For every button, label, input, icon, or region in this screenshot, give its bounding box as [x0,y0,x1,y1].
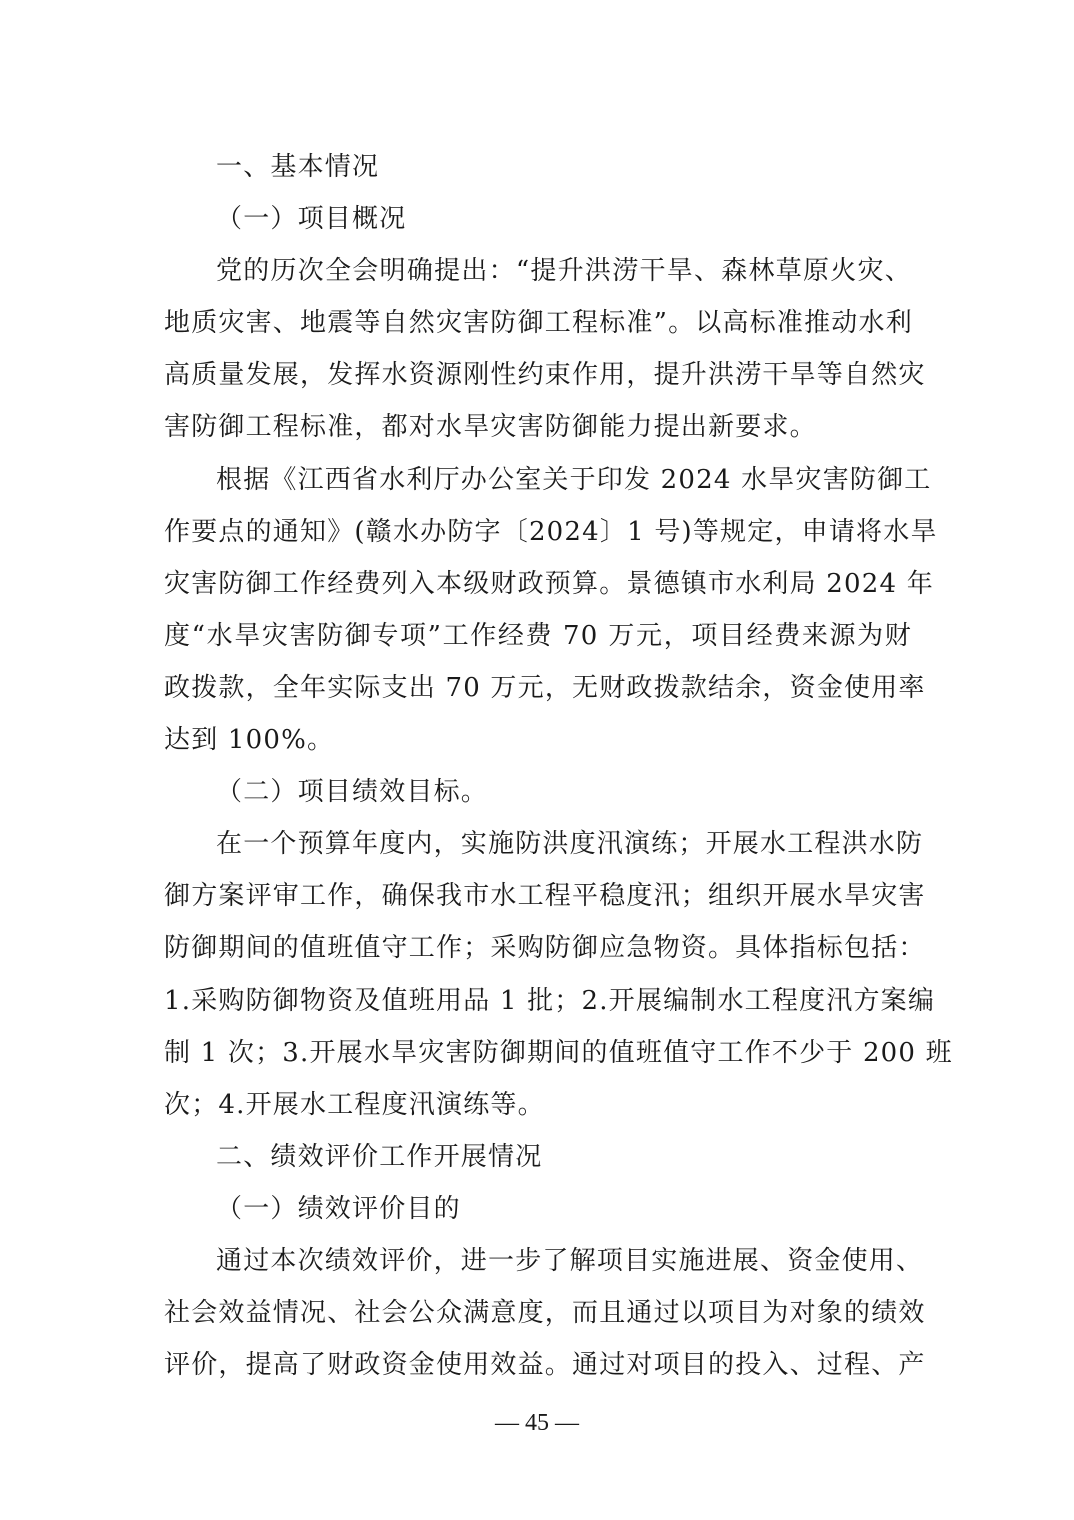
subsection-heading-performance-goals: （二）项目绩效目标。 [216,777,489,808]
paragraph-line: 高质量发展，发挥水资源刚性约束作用，提升洪涝干旱等自然灾 [164,360,926,391]
section-heading-evaluation: 二、绩效评价工作开展情况 [216,1141,543,1172]
paragraph-line: 根据《江西省水利厅办公室关于印发 2024 水旱灾害防御工 [216,464,932,495]
paragraph-line: 制 1 次；3.开展水旱灾害防御期间的值班值守工作不少于 200 班 [164,1037,953,1068]
paragraph-line: 度“水旱灾害防御专项”工作经费 70 万元，项目经费来源为财 [164,620,912,651]
body-text [164,141,953,1391]
paragraph-line: 防御期间的值班值守工作；采购防御应急物资。具体指标包括： [164,933,926,964]
paragraph-line: 御方案评审工作，确保我市水工程平稳度汛；组织开展水旱灾害 [164,881,926,912]
paragraph-line: 1.采购防御物资及值班用品 1 批；2.开展编制水工程度汛方案编 [164,985,936,1016]
page-number: — 45 — [495,1410,579,1436]
paragraph-line: 达到 100%。 [164,725,335,756]
paragraph-line: 灾害防御工作经费列入本级财政预算。景德镇市水利局 2024 年 [164,568,934,599]
paragraph-line: 害防御工程标准，都对水旱灾害防御能力提出新要求。 [164,412,817,443]
paragraph-line: 党的历次全会明确提出：“提升洪涝干旱、森林草原火灾、 [216,256,912,287]
section-heading-basic-info: 一、基本情况 [216,152,380,182]
paragraph-line: 地质灾害、地震等自然灾害防御工程标准”。以高标准推动水利 [164,308,913,339]
paragraph-line: 政拨款，全年实际支出 70 万元，无财政拨款结余，资金使用率 [164,672,926,703]
subsection-heading-project-overview: （一）项目概况 [216,204,407,235]
paragraph-line: 通过本次绩效评价，进一步了解项目实施进展、资金使用、 [216,1245,924,1276]
paragraph-line: 评价，提高了财政资金使用效益。通过对项目的投入、过程、产 [164,1350,926,1381]
paragraph-line: 在一个预算年度内，实施防洪度汛演练；开展水工程洪水防 [216,829,924,860]
subsection-heading-evaluation-purpose: （一）绩效评价目的 [216,1193,461,1224]
paragraph-line: 社会效益情况、社会公众满意度，而且通过以项目为对象的绩效 [164,1298,926,1329]
paragraph-line: 次；4.开展水工程度汛演练等。 [164,1089,545,1120]
paragraph-line: 作要点的通知》(赣水办防字〔2024〕1 号)等规定，申请将水旱 [164,516,938,547]
